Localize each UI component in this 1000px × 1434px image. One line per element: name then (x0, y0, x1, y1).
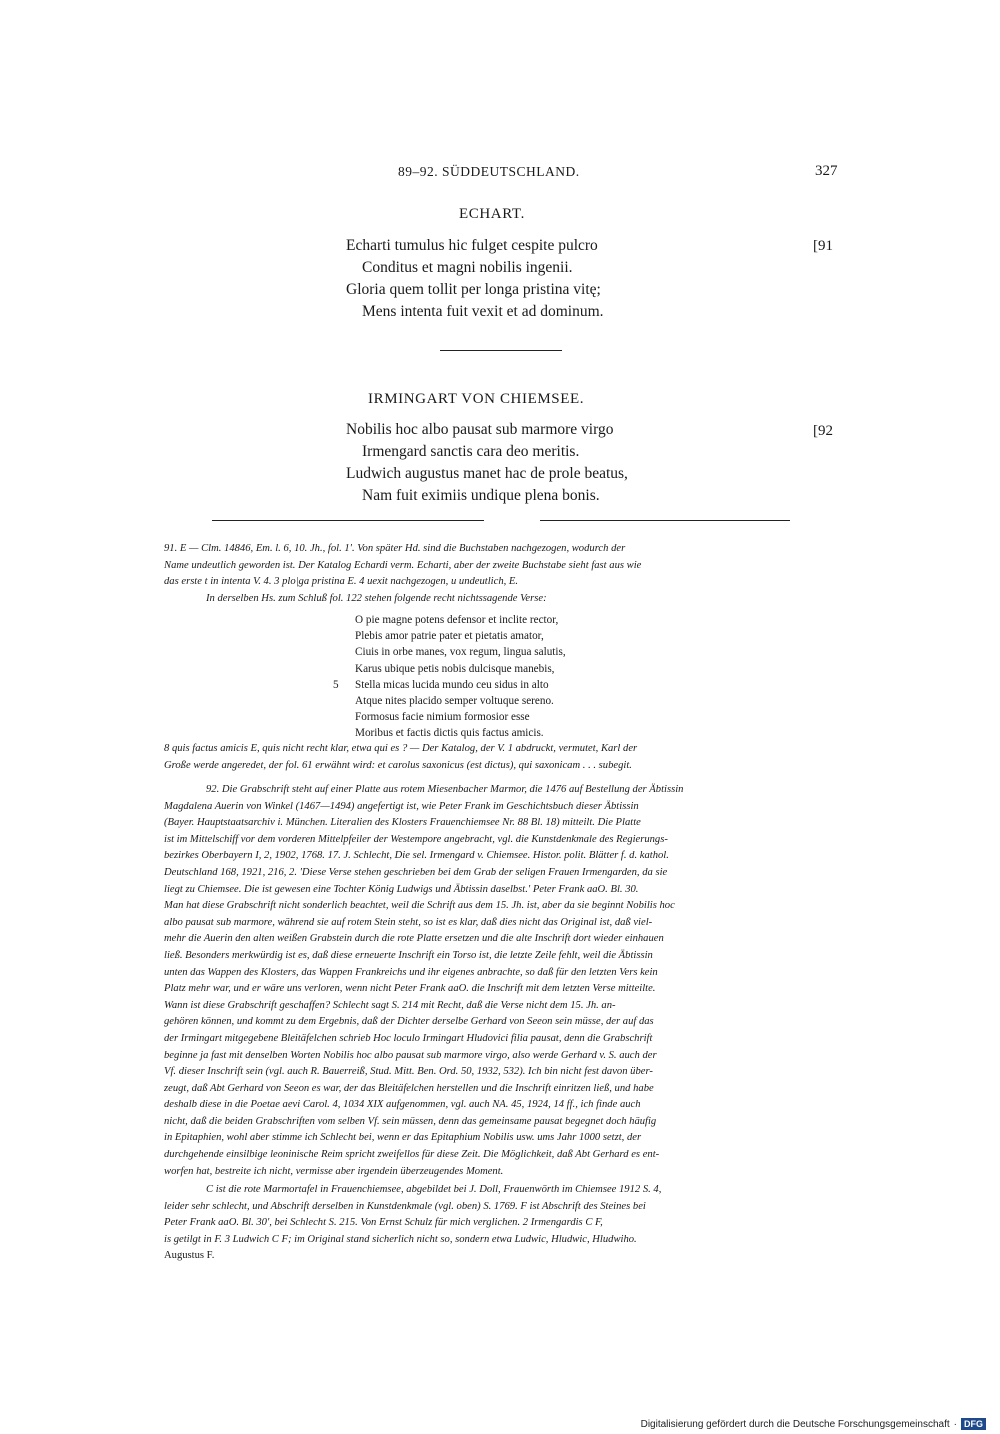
note-line: ließ. Besonders merkwürdig ist es, daß diese erneuerte Inschrift ein Torso ist, die letzte Zeile fehlt, weil die Äbtissin (164, 949, 653, 961)
note-line: worfen hat, bestreite ich nicht, vermisse aber irgendein überzeugendes Moment. (164, 1165, 504, 1177)
note-line: Vf. dieser Inschrift sein (vgl. auch R. Bauerreiß, Stud. Mitt. Ben. Ord. 50, 1932, 532). Ich bin nicht fest davon über- (164, 1066, 653, 1078)
verse-line: Formosus facie nimium formosior esse (355, 711, 530, 724)
note-line: C ist die rote Marmortafel in Frauenchiemsee, abgebildet bei J. Doll, Frauenwörth im Chiemsee 1912 S. 4, (206, 1184, 662, 1195)
verse-line: Ludwich augustus manet hac de prole beatus, (346, 465, 628, 482)
note-92-critical (164, 1182, 836, 1265)
additional-verses (355, 612, 566, 742)
footer-separator: · (953, 1418, 957, 1430)
verse-line: Irmengard sanctis cara deo meritis. (362, 443, 580, 460)
note-line: nicht, daß die beiden Grabschriften vom selben Vf. sein müssen, denn das gemeinsame pausat begegnet doch häufig (164, 1115, 657, 1127)
note-line: Augustus F. (164, 1250, 215, 1262)
verse-line: Atque nites placido semper voltuque sereno. (355, 695, 554, 708)
note-92 (164, 782, 836, 1180)
note-line: unten das Wappen des Klosters, das Wappen Frankreichs und ihr eigenes anbrachte, so daß für den letzten Vers kein (164, 966, 658, 978)
note-line: zeugt, daß Abt Gerhard von Seeon es war, der das Bleitäfelchen herstellen und die Inschrift einritzen ließ, und habe (164, 1082, 654, 1094)
apparatus-rule-left (212, 520, 484, 521)
verse-line: Conditus et magni nobilis ingenii. (362, 259, 573, 276)
note-line: der Irmingart mitgegebene Bleitäfelchen schrieb Hoc loculo Irmingart Hludovici filia pausat, denn die Grabschrift (164, 1032, 653, 1044)
poem-title-echart: ECHART. (459, 206, 525, 222)
note-line: mehr die Auerin den alten weißen Grabstein durch die rote Platte ersetzen und die alte Inschrift dort wieder einhauen (164, 933, 664, 945)
note-line: 8 quis factus amicis E, quis nicht recht klar, etwa qui es ? — Der Katalog, der V. 1 abdruckt, vermutet, Karl der (164, 743, 638, 754)
verse-line: Nobilis hoc albo pausat sub marmore virgo (346, 421, 614, 438)
note-line: Man hat diese Grabschrift nicht sonderlich beachtet, weil die Schrift aus dem 15. Jh. ist, aber da sie beginnt Nobilis hoc (164, 900, 675, 912)
note-line: Peter Frank aaO. Bl. 30', bei Schlecht S. 215. Von Ernst Schulz für mich verglichen. 2 Irmengardis C F, (164, 1217, 603, 1229)
verse-line: Echarti tumulus hic fulget cespite pulcro (346, 237, 598, 254)
note-line: ist im Mittelschiff vor dem vorderen Mittelpfeiler der Westempore angebracht, vgl. die Kunstdenkmale des Regierungs- (164, 833, 668, 845)
verse-line: O pie magne potens defensor et inclite rector, (355, 614, 559, 626)
note-line: (Bayer. Hauptstaatsarchiv i. München. Literalien des Klosters Frauenchiemsee Nr. 88 Bl. 18) mitteilt. Die Platte (164, 817, 641, 829)
note-line: is getilgt in F. 3 Ludwich C F; im Original stand sicherlich nicht so, sondern etwa Ludwic, Hludwic, Hludwiho. (164, 1233, 637, 1245)
note-line: leider sehr schlecht, und Abschrift derselben in Kunstdenkmale (vgl. oben) S. 1769. F ist Abschrift des Steines bei (164, 1200, 646, 1212)
verse-line: Ciuis in orbe manes, vox regum, lingua salutis, (355, 646, 566, 659)
page-number: 327 (815, 163, 838, 179)
note-line: durchgehende einsilbige leoninische Reim spricht zweifellos für diese Zeit. Die Möglichkeit, daß Abt Gerhard es ent- (164, 1149, 660, 1161)
note-line: 91. E — Clm. 14846, Em. l. 6, 10. Jh., fol. 1'. Von später Hd. sind die Buchstaben nachgezogen, wodurch der (164, 543, 626, 554)
note-line: Deutschland 168, 1921, 216, 2. 'Diese Verse stehen geschrieben bei dem Grab der seligen Frauen Irmengarden, da sie (164, 866, 668, 878)
note-line: bezirkes Oberbayern I, 2, 1902, 1768. 17. J. Schlecht, Die sel. Irmengard v. Chiemsee. Histor. polit. Blätter f. d. kathol. (164, 850, 669, 862)
poem-number-92: [92 (813, 423, 833, 439)
note-line: 92. Die Grabschrift steht auf einer Platte aus rotem Miesenbacher Marmor, die 1476 auf Bestellung der Äbtissin (206, 784, 684, 795)
poem-title-irmingart: IRMINGART VON CHIEMSEE. (368, 391, 585, 407)
note-line: Name undeutlich geworden ist. Der Katalog Echardi verm. Echarti, aber der zweite Buchstabe sieht fast aus wie (164, 559, 642, 571)
verse-line: Karus ubique petis nobis dulcisque manebis, (355, 662, 555, 675)
verse-line: Stella micas lucida mundo ceu sidus in alto (355, 678, 549, 691)
verse-line: Moribus et factis dictis quis factus amicis. (355, 727, 544, 740)
apparatus-rule-right (540, 520, 790, 521)
verse-line: Plebis amor patrie pater et pietatis amator, (355, 630, 544, 643)
note-line: deshalb diese in die Poetae aevi Carol. 4, 1034 XIX aufgenommen, vgl. auch NA. 45, 1924, 14 ff., ich finde auch (164, 1099, 641, 1111)
poem-irmingart (346, 419, 628, 507)
note-91-critical (164, 741, 836, 774)
footer-text: Digitalisierung gefördert durch die Deutsche Forschungsgemeinschaft (640, 1418, 950, 1430)
note-91 (164, 541, 836, 607)
note-line: Große werde angeredet, der fol. 61 erwähnt wird: et carolus saxonicus (est dictus), qui saxonicam . . . subegit. (164, 759, 632, 771)
note-line: das erste t in intenta V. 4. 3 plo|ga pristina E. 4 uexit nachgezogen, u undeutlich, E. (164, 576, 519, 588)
dfg-logo: DFG (961, 1418, 986, 1430)
separator-rule (440, 350, 562, 351)
note-line: Wann ist diese Grabschrift geschaffen? Schlecht sagt S. 214 mit Recht, daß die Verse nicht dem 15. Jh. an- (164, 999, 616, 1011)
verse-line: Mens intenta fuit vexit et ad dominum. (362, 303, 604, 320)
verse-number-5: 5 (333, 679, 339, 691)
dfg-footer (641, 1418, 986, 1430)
note-line: albo pausat sub marmore, während sie auf rotem Stein steht, so ist es klar, daß dies nicht das Original ist, daß viel- (164, 916, 653, 928)
note-line: In derselben Hs. zum Schluß fol. 122 stehen folgende recht nichtssagende Verse: (206, 592, 547, 604)
note-line: in Epitaphien, wohl aber stimme ich Schlecht bei, wenn er das Epitaphium Nobilis usw. ums Jahr 1000 setzt, der (164, 1132, 642, 1144)
verse-line: Nam fuit eximiis undique plena bonis. (362, 487, 600, 504)
note-line: gehören können, und kommt zu dem Ergebnis, daß der Dichter derselbe Gerhard von Seeon sein müsse, der auf das (164, 1016, 654, 1028)
poem-echart (346, 235, 604, 323)
poem-number-91: [91 (813, 238, 833, 254)
note-line: beginne ja fast mit denselben Worten Nobilis hoc albo pausat sub marmore virgo, also werde Gerhard v. S. auch der (164, 1049, 657, 1061)
note-line: liegt zu Chiemsee. Die ist gewesen eine Tochter König Ludwigs und Äbtissin daselbst.' Peter Frank aaO. Bl. 30. (164, 883, 639, 895)
running-head: 89–92. SÜDDEUTSCHLAND. (398, 164, 580, 179)
note-line: Platz mehr war, und er wäre uns verloren, wenn nicht Peter Frank aaO. die Inschrift mit dem letzten Verse mitteilte. (164, 983, 656, 995)
verse-line: Gloria quem tollit per longa pristina vitę; (346, 281, 601, 298)
note-line: Magdalena Auerin von Winkel (1467—1494) angefertigt ist, wie Peter Frank im Geschichtsbuch dieser Äbtissin (164, 800, 639, 812)
